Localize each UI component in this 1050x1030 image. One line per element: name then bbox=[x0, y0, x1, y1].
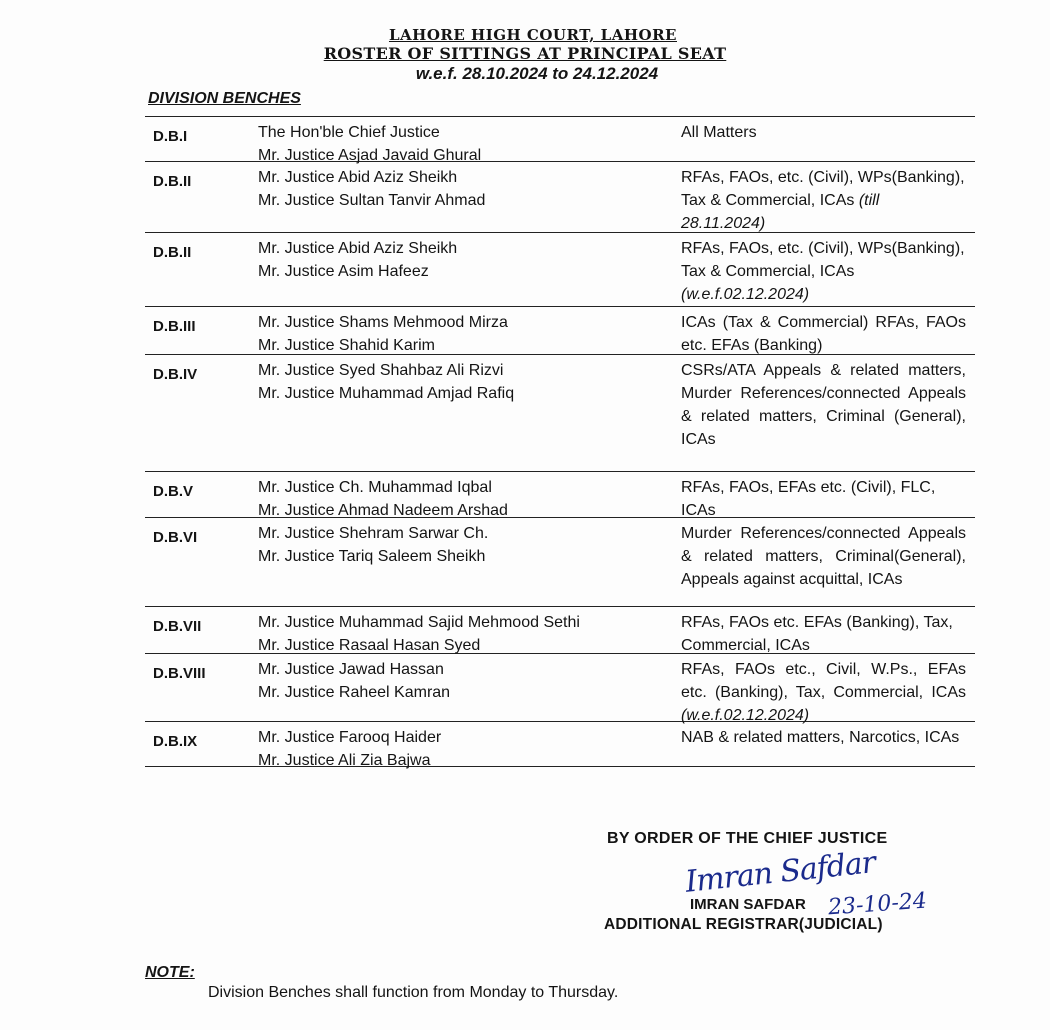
roster-period: w.e.f. 28.10.2024 to 24.12.2024 bbox=[415, 64, 659, 83]
signature: Imran Safdar bbox=[683, 845, 877, 900]
judge-name: Mr. Justice Tariq Saleem Sheikh bbox=[258, 548, 486, 565]
judge-name: Mr. Justice Asim Hafeez bbox=[258, 263, 429, 280]
bench-code: D.B.IX bbox=[153, 733, 198, 750]
matters-text: RFAs, FAOs etc., Civil, W.Ps., EFAs etc. (Banking), Tax, Commercial, ICAs bbox=[681, 661, 966, 701]
bench-row bbox=[145, 607, 975, 654]
bench-code: D.B.II bbox=[153, 173, 192, 190]
bench-code: D.B.III bbox=[153, 318, 196, 335]
judge-name: Mr. Justice Muhammad Sajid Mehmood Sethi bbox=[258, 614, 580, 631]
bench-code: D.B.VI bbox=[153, 529, 198, 546]
bench-matters bbox=[681, 166, 966, 235]
judge-name: Mr. Justice Jawad Hassan bbox=[258, 661, 444, 678]
note-label: NOTE: bbox=[145, 964, 195, 981]
bench-matters bbox=[681, 611, 966, 657]
bench-matters bbox=[681, 658, 966, 727]
matters-text: All Matters bbox=[681, 124, 757, 141]
bench-code: D.B.II bbox=[153, 244, 192, 261]
bench-matters bbox=[681, 359, 966, 451]
bench-row bbox=[145, 355, 975, 472]
bench-code: D.B.IV bbox=[153, 366, 198, 383]
bench-row bbox=[145, 162, 975, 233]
matters-text: RFAs, FAOs etc. EFAs (Banking), Tax, Commercial, ICAs bbox=[681, 614, 953, 654]
matters-date-note: (w.e.f.02.12.2024) bbox=[681, 707, 810, 724]
registrar-designation: ADDITIONAL REGISTRAR(JUDICIAL) bbox=[604, 916, 883, 933]
bench-code: D.B.VIII bbox=[153, 665, 206, 682]
bench-judges bbox=[258, 121, 658, 167]
judge-name: Mr. Justice Farooq Haider bbox=[258, 729, 442, 746]
bench-row bbox=[145, 117, 975, 162]
judge-name: Mr. Justice Shahid Karim bbox=[258, 337, 435, 354]
bench-row bbox=[145, 307, 975, 355]
judge-name: Mr. Justice Raheel Kamran bbox=[258, 684, 451, 701]
judge-name: Mr. Justice Shehram Sarwar Ch. bbox=[258, 525, 489, 542]
section-title: DIVISION BENCHES bbox=[148, 90, 301, 107]
court-title: LAHORE HIGH COURT, LAHORE bbox=[388, 26, 677, 44]
bench-code: D.B.I bbox=[153, 128, 188, 145]
bench-table bbox=[145, 116, 975, 767]
judge-name: Mr. Justice Sultan Tanvir Ahmad bbox=[258, 192, 486, 209]
judge-name: Mr. Justice Ch. Muhammad Iqbal bbox=[258, 479, 492, 496]
judge-name: Mr. Justice Abid Aziz Sheikh bbox=[258, 169, 458, 186]
bench-row bbox=[145, 233, 975, 307]
judge-name: Mr. Justice Shams Mehmood Mirza bbox=[258, 314, 508, 331]
judge-name: Mr. Justice Ahmad Nadeem Arshad bbox=[258, 502, 508, 519]
bench-matters bbox=[681, 522, 966, 591]
judge-name: The Hon'ble Chief Justice bbox=[258, 124, 440, 141]
judge-name: Mr. Justice Ali Zia Bajwa bbox=[258, 752, 431, 769]
bench-judges bbox=[258, 311, 658, 357]
bench-matters bbox=[681, 476, 966, 522]
bench-matters bbox=[681, 311, 966, 357]
matters-text: RFAs, FAOs, etc. (Civil), WPs(Banking), Tax & Commercial, ICAs bbox=[681, 169, 965, 209]
matters-text: RFAs, FAOs, EFAs etc. (Civil), FLC, ICAs bbox=[681, 479, 936, 519]
bench-judges bbox=[258, 166, 658, 212]
matters-text: RFAs, FAOs, etc. (Civil), WPs(Banking), Tax & Commercial, ICAs bbox=[681, 240, 965, 280]
matters-date-note: (w.e.f.02.12.2024) bbox=[681, 286, 810, 303]
bench-judges bbox=[258, 359, 658, 405]
matters-text: CSRs/ATA Appeals & related matters, Murder References/connected Appeals & related matters, Criminal (General), ICAs bbox=[681, 362, 966, 448]
note-text: Division Benches shall function from Monday to Thursday. bbox=[208, 984, 619, 1001]
bench-judges bbox=[258, 611, 658, 657]
matters-text: Murder References/connected Appeals & related matters, Criminal(General), Appeals against acquittal, ICAs bbox=[681, 525, 966, 588]
judge-name: Mr. Justice Asjad Javaid Ghural bbox=[258, 147, 482, 164]
bench-code: D.B.V bbox=[153, 483, 194, 500]
matters-text: ICAs (Tax & Commercial) RFAs, FAOs etc. EFAs (Banking) bbox=[681, 314, 966, 354]
bench-judges bbox=[258, 522, 658, 568]
bench-judges bbox=[258, 726, 658, 772]
bench-row bbox=[145, 722, 975, 767]
matters-date-note: (till 28.11.2024) bbox=[681, 192, 880, 232]
bench-judges bbox=[258, 476, 658, 522]
order-line: BY ORDER OF THE CHIEF JUSTICE bbox=[607, 830, 888, 847]
bench-row bbox=[145, 518, 975, 607]
judge-name: Mr. Justice Syed Shahbaz Ali Rizvi bbox=[258, 362, 504, 379]
bench-matters bbox=[681, 237, 966, 306]
bench-judges bbox=[258, 658, 658, 704]
bench-row bbox=[145, 472, 975, 518]
bench-matters bbox=[681, 726, 966, 749]
matters-text: NAB & related matters, Narcotics, ICAs bbox=[681, 729, 960, 746]
bench-row bbox=[145, 654, 975, 722]
judge-name: Mr. Justice Abid Aziz Sheikh bbox=[258, 240, 458, 257]
bench-judges bbox=[258, 237, 658, 283]
registrar-name: IMRAN SAFDAR bbox=[690, 896, 806, 913]
bench-code: D.B.VII bbox=[153, 618, 202, 635]
roster-title: ROSTER OF SITTINGS AT PRINCIPAL SEAT bbox=[323, 44, 727, 63]
judge-name: Mr. Justice Rasaal Hasan Syed bbox=[258, 637, 481, 654]
signature-date: 23-10-24 bbox=[827, 888, 928, 921]
bench-matters bbox=[681, 121, 966, 144]
judge-name: Mr. Justice Muhammad Amjad Rafiq bbox=[258, 385, 515, 402]
